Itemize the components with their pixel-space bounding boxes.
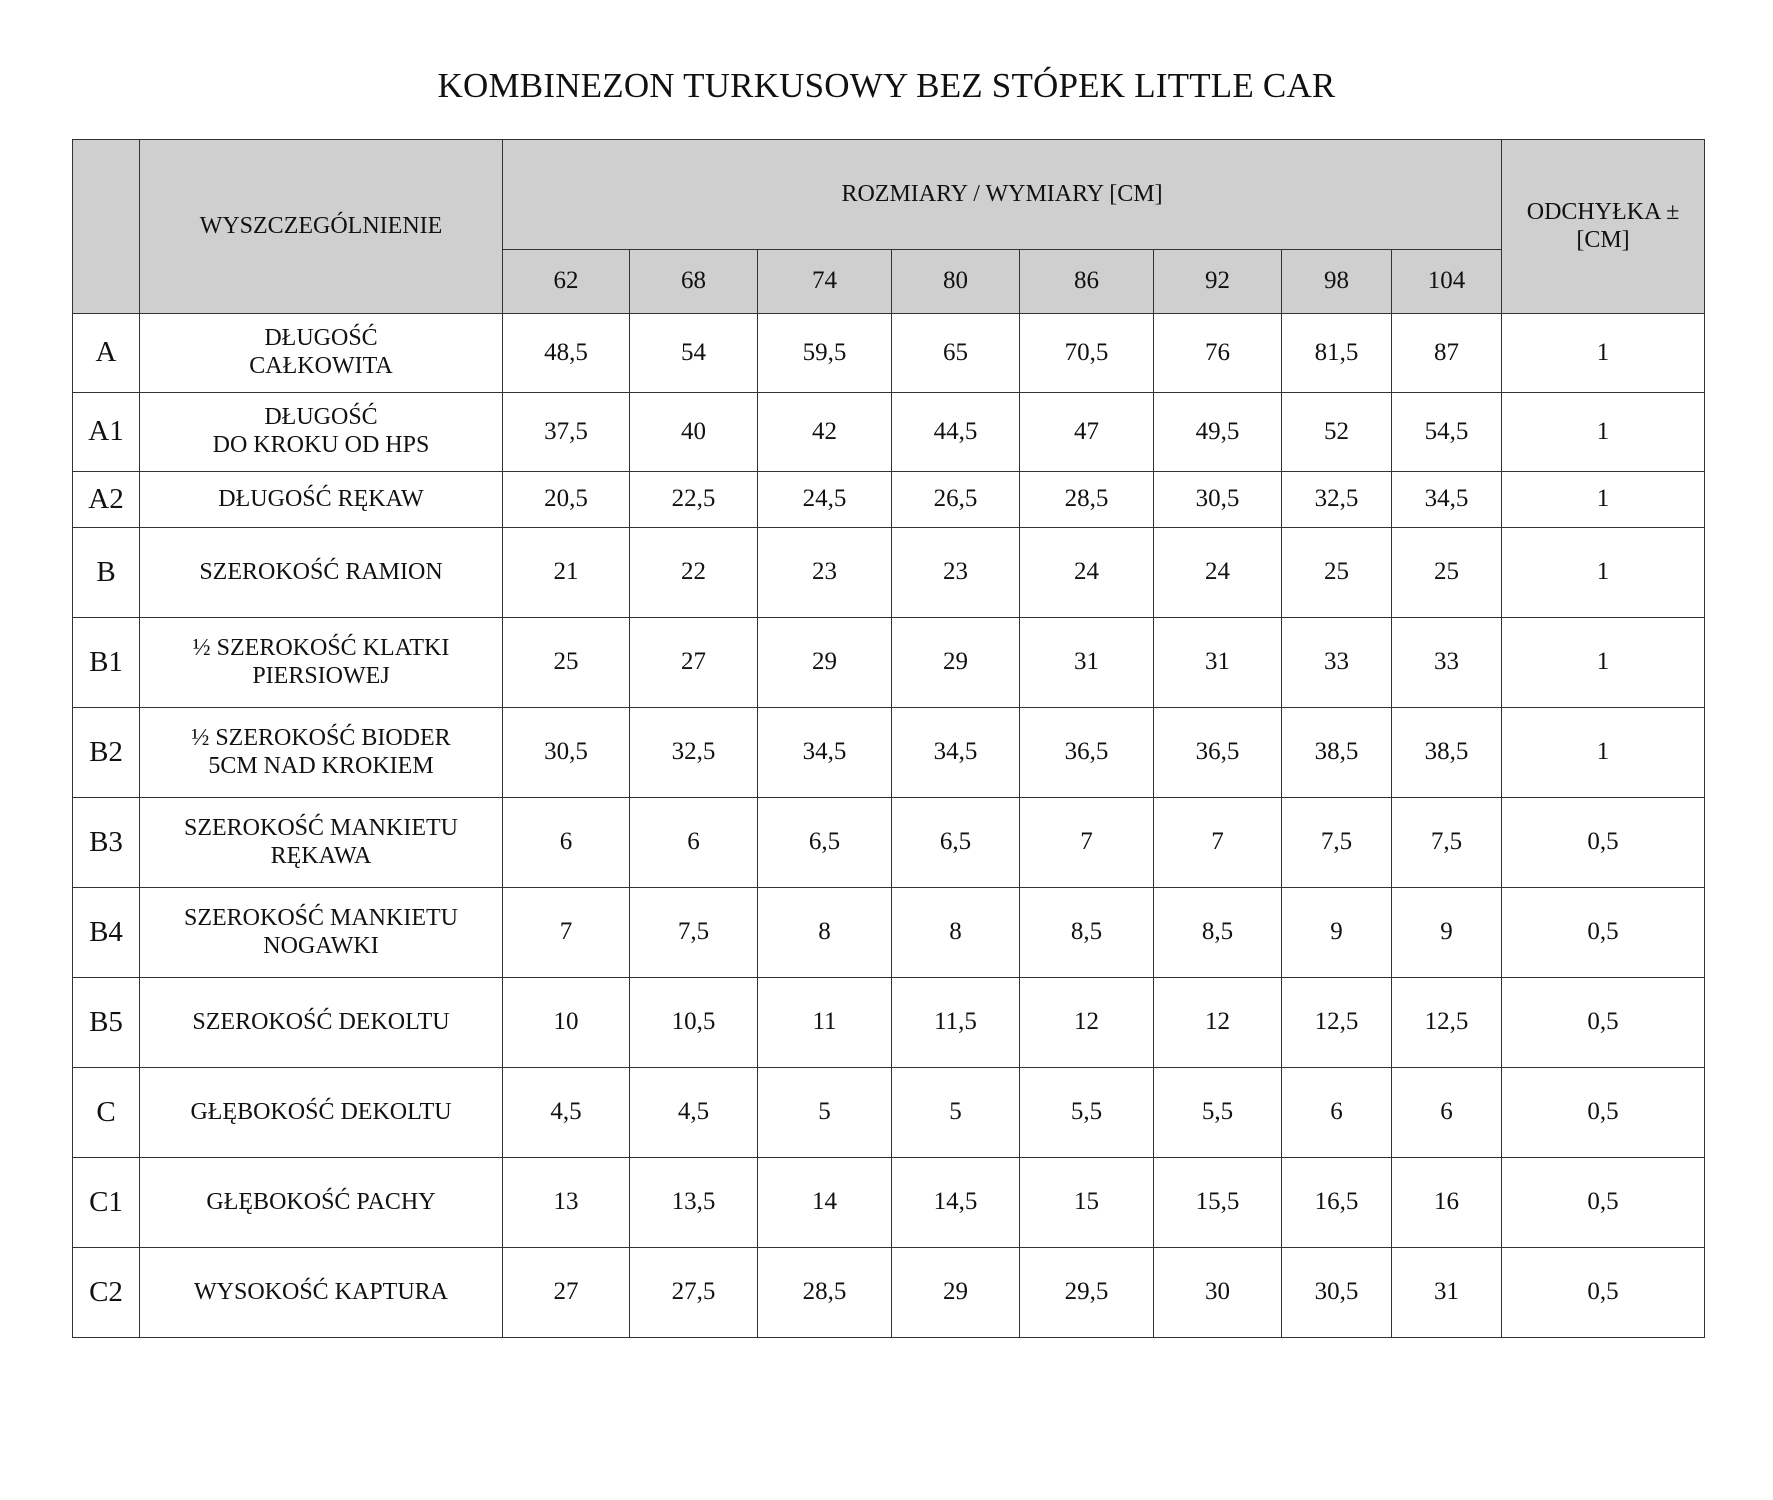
row-description-line2: DO KROKU OD HPS [212,432,430,458]
value-cell-size-62: 4,5 [503,1068,630,1158]
table-row [73,472,1705,528]
value-cell-size-92: 49,5 [1154,393,1282,472]
value-cell-size-62: 21 [503,528,630,618]
value-cell-size-62: 13 [503,1158,630,1248]
row-code: A1 [73,393,140,472]
value-cell-size-104: 25 [1392,528,1502,618]
value-cell-size-98: 81,5 [1282,314,1392,393]
row-description [140,528,503,618]
row-description-line1: SZEROKOŚĆ DEKOLTU [192,1008,450,1035]
value-cell-size-86: 24 [1020,528,1154,618]
value-cell-size-98: 33 [1282,618,1392,708]
row-description [140,618,503,708]
value-cell-size-62: 10 [503,978,630,1068]
value-cell-size-80: 11,5 [892,978,1020,1068]
tolerance-cell: 1 [1502,528,1705,618]
table-row [73,618,1705,708]
header-size-74: 74 [758,250,892,314]
value-cell-size-68: 27 [630,618,758,708]
value-cell-size-92: 7 [1154,798,1282,888]
value-cell-size-92: 76 [1154,314,1282,393]
value-cell-size-98: 30,5 [1282,1248,1392,1338]
value-cell-size-68: 22 [630,528,758,618]
value-cell-size-74: 8 [758,888,892,978]
value-cell-size-104: 38,5 [1392,708,1502,798]
value-cell-size-104: 87 [1392,314,1502,393]
value-cell-size-80: 5 [892,1068,1020,1158]
value-cell-size-86: 29,5 [1020,1248,1154,1338]
row-code: B [73,528,140,618]
table-row [73,528,1705,618]
value-cell-size-68: 32,5 [630,708,758,798]
page-title: KOMBINEZON TURKUSOWY BEZ STÓPEK LITTLE CAR [437,66,1336,105]
row-code: C2 [73,1248,140,1338]
tolerance-cell: 1 [1502,472,1705,528]
value-cell-size-80: 29 [892,618,1020,708]
value-cell-size-86: 36,5 [1020,708,1154,798]
value-cell-size-68: 40 [630,393,758,472]
value-cell-size-74: 23 [758,528,892,618]
value-cell-size-104: 12,5 [1392,978,1502,1068]
value-cell-size-80: 34,5 [892,708,1020,798]
row-description [140,708,503,798]
value-cell-size-74: 34,5 [758,708,892,798]
value-cell-size-80: 8 [892,888,1020,978]
row-description-line1: SZEROKOŚĆ MANKIETU [183,814,458,841]
value-cell-size-104: 31 [1392,1248,1502,1338]
row-description-line1: ½ SZEROKOŚĆ BIODER [191,724,451,751]
value-cell-size-62: 6 [503,798,630,888]
value-cell-size-62: 48,5 [503,314,630,393]
value-cell-size-98: 6 [1282,1068,1392,1158]
value-cell-size-86: 70,5 [1020,314,1154,393]
value-cell-size-92: 8,5 [1154,888,1282,978]
tolerance-cell: 0,5 [1502,1158,1705,1248]
value-cell-size-104: 34,5 [1392,472,1502,528]
table-row [73,1158,1705,1248]
row-description-line1: GŁĘBOKOŚĆ PACHY [206,1188,436,1215]
row-code: A2 [73,472,140,528]
value-cell-size-62: 7 [503,888,630,978]
value-cell-size-62: 25 [503,618,630,708]
header-size-86: 86 [1020,250,1154,314]
value-cell-size-68: 7,5 [630,888,758,978]
value-cell-size-86: 47 [1020,393,1154,472]
value-cell-size-62: 20,5 [503,472,630,528]
tolerance-cell: 0,5 [1502,1068,1705,1158]
value-cell-size-74: 29 [758,618,892,708]
value-cell-size-86: 31 [1020,618,1154,708]
row-description-line1: DŁUGOŚĆ [264,404,378,431]
value-cell-size-74: 6,5 [758,798,892,888]
row-description [140,393,503,472]
header-code-cell [73,140,140,314]
value-cell-size-92: 12 [1154,978,1282,1068]
row-description [140,1068,503,1158]
header-size-98: 98 [1282,250,1392,314]
size-chart-table [72,139,1705,1338]
value-cell-size-104: 33 [1392,618,1502,708]
value-cell-size-62: 27 [503,1248,630,1338]
value-cell-size-98: 25 [1282,528,1392,618]
header-size-68: 68 [630,250,758,314]
value-cell-size-86: 12 [1020,978,1154,1068]
header-description: WYSZCZEGÓLNIENIE [140,140,503,314]
value-cell-size-68: 10,5 [630,978,758,1068]
value-cell-size-98: 38,5 [1282,708,1392,798]
value-cell-size-98: 16,5 [1282,1158,1392,1248]
value-cell-size-92: 30,5 [1154,472,1282,528]
row-description-line1: SZEROKOŚĆ RAMION [199,558,443,585]
value-cell-size-74: 42 [758,393,892,472]
row-description [140,472,503,528]
row-description-line2: CAŁKOWITA [249,353,393,379]
value-cell-size-74: 5 [758,1068,892,1158]
row-code: C [73,1068,140,1158]
value-cell-size-104: 9 [1392,888,1502,978]
header-size-80: 80 [892,250,1020,314]
value-cell-size-86: 5,5 [1020,1068,1154,1158]
row-description [140,1158,503,1248]
value-cell-size-80: 6,5 [892,798,1020,888]
value-cell-size-68: 22,5 [630,472,758,528]
table-row [73,798,1705,888]
value-cell-size-86: 7 [1020,798,1154,888]
row-description-line1: SZEROKOŚĆ MANKIETU [183,904,458,931]
row-description-line1: DŁUGOŚĆ RĘKAW [218,485,424,512]
value-cell-size-74: 14 [758,1158,892,1248]
header-size-62: 62 [503,250,630,314]
table-row [73,978,1705,1068]
value-cell-size-98: 12,5 [1282,978,1392,1068]
table-row [73,393,1705,472]
value-cell-size-68: 4,5 [630,1068,758,1158]
row-description-line1: DŁUGOŚĆ [264,325,378,352]
value-cell-size-98: 9 [1282,888,1392,978]
row-description [140,978,503,1068]
row-description-line2: 5CM NAD KROKIEM [208,752,434,779]
row-description-line1: ½ SZEROKOŚĆ KLATKI [192,634,450,661]
table-row [73,708,1705,798]
value-cell-size-98: 52 [1282,393,1392,472]
row-description-line2: PIERSIOWEJ [252,662,390,689]
header-tolerance-line1: ODCHYŁKA ± [1526,198,1680,225]
value-cell-size-86: 28,5 [1020,472,1154,528]
tolerance-cell: 0,5 [1502,888,1705,978]
row-description-line2: RĘKAWA [270,842,372,869]
value-cell-size-92: 31 [1154,618,1282,708]
value-cell-size-104: 7,5 [1392,798,1502,888]
row-code: B5 [73,978,140,1068]
tolerance-cell: 1 [1502,708,1705,798]
value-cell-size-98: 32,5 [1282,472,1392,528]
value-cell-size-68: 13,5 [630,1158,758,1248]
row-description-line2: NOGAWKI [263,932,379,959]
value-cell-size-80: 29 [892,1248,1020,1338]
value-cell-size-68: 27,5 [630,1248,758,1338]
row-code: A [73,314,140,393]
header-tolerance-line2: [CM] [1576,226,1630,253]
value-cell-size-92: 30 [1154,1248,1282,1338]
value-cell-size-62: 30,5 [503,708,630,798]
value-cell-size-80: 23 [892,528,1020,618]
tolerance-cell: 1 [1502,618,1705,708]
value-cell-size-74: 24,5 [758,472,892,528]
value-cell-size-68: 6 [630,798,758,888]
value-cell-size-86: 15 [1020,1158,1154,1248]
value-cell-size-80: 14,5 [892,1158,1020,1248]
tolerance-cell: 1 [1502,314,1705,393]
row-description [140,798,503,888]
tolerance-cell: 1 [1502,393,1705,472]
table-header [73,140,1705,314]
row-code: B2 [73,708,140,798]
value-cell-size-80: 26,5 [892,472,1020,528]
value-cell-size-68: 54 [630,314,758,393]
header-size-92: 92 [1154,250,1282,314]
table-row [73,1068,1705,1158]
value-cell-size-92: 15,5 [1154,1158,1282,1248]
table-body [73,314,1705,1338]
value-cell-size-74: 11 [758,978,892,1068]
value-cell-size-98: 7,5 [1282,798,1392,888]
value-cell-size-80: 65 [892,314,1020,393]
row-code: B3 [73,798,140,888]
value-cell-size-80: 44,5 [892,393,1020,472]
value-cell-size-92: 24 [1154,528,1282,618]
value-cell-size-92: 5,5 [1154,1068,1282,1158]
value-cell-size-74: 59,5 [758,314,892,393]
value-cell-size-92: 36,5 [1154,708,1282,798]
header-size-104: 104 [1392,250,1502,314]
tolerance-cell: 0,5 [1502,1248,1705,1338]
value-cell-size-104: 16 [1392,1158,1502,1248]
value-cell-size-62: 37,5 [503,393,630,472]
value-cell-size-86: 8,5 [1020,888,1154,978]
value-cell-size-74: 28,5 [758,1248,892,1338]
row-description [140,1248,503,1338]
row-code: B1 [73,618,140,708]
row-code: C1 [73,1158,140,1248]
table-row [73,888,1705,978]
table-row [73,1248,1705,1338]
tolerance-cell: 0,5 [1502,978,1705,1068]
row-description [140,888,503,978]
value-cell-size-104: 54,5 [1392,393,1502,472]
row-code: B4 [73,888,140,978]
value-cell-size-104: 6 [1392,1068,1502,1158]
row-description-line1: GŁĘBOKOŚĆ DEKOLTU [190,1098,452,1125]
row-description-line1: WYSOKOŚĆ KAPTURA [193,1278,449,1305]
header-sizes-group: ROZMIARY / WYMIARY [CM] [503,140,1502,250]
header-tolerance [1502,140,1705,314]
table-row [73,314,1705,393]
row-description [140,314,503,393]
tolerance-cell: 0,5 [1502,798,1705,888]
